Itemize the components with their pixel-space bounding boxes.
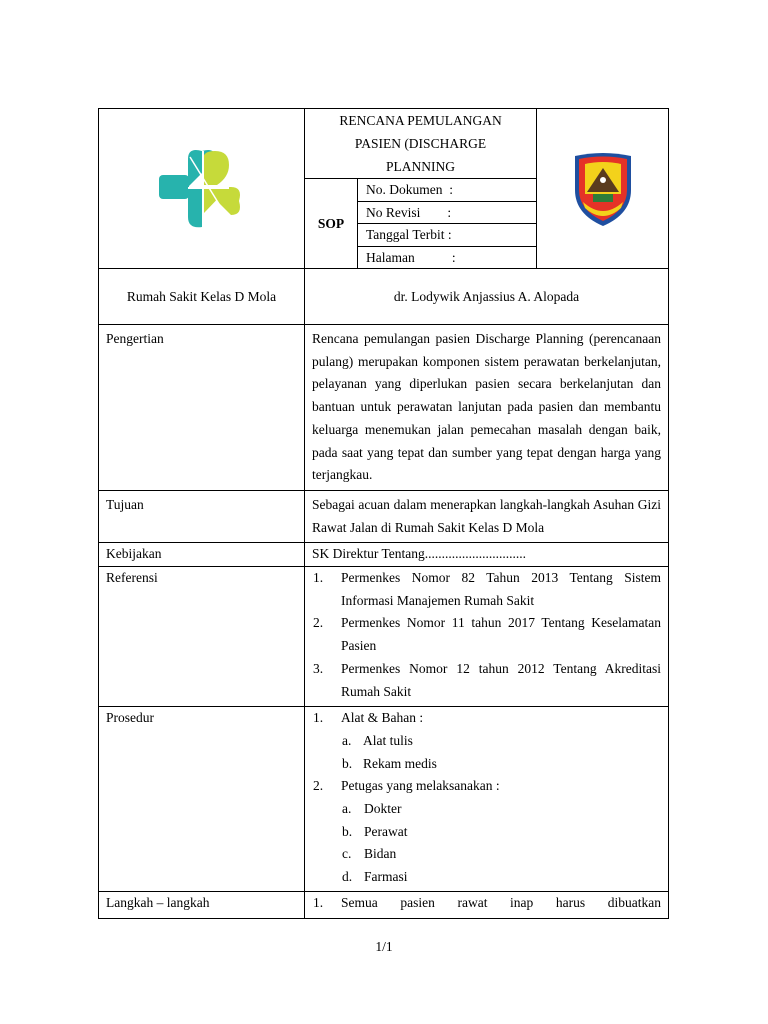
- subitem-letter: a.: [342, 732, 352, 748]
- kemenkes-logo-icon: [157, 147, 247, 231]
- subitem-letter: d.: [342, 869, 353, 885]
- item-text: Permenkes Nomor 82 Tahun 2013 Tentang Sistem Informasi Manajemen Rumah Sakit: [341, 570, 662, 608]
- item-text: Permenkes Nomor 11 tahun 2017 Tentang Keselamatan Pasien: [341, 615, 662, 654]
- subitem-letter: b.: [342, 755, 353, 771]
- kebijakan-label: Kebijakan: [99, 543, 305, 567]
- referensi-item: [312, 567, 661, 612]
- prosedur-subitem: [341, 843, 661, 866]
- subitem-text: Perawat: [364, 823, 408, 839]
- coat-of-arms-icon: [571, 150, 635, 228]
- item-number: 1.: [313, 710, 324, 726]
- signatory-name: dr. Lodywik Anjassius A. Alopada: [305, 269, 669, 325]
- item-number: 1.: [313, 894, 324, 910]
- subitem-letter: c.: [342, 846, 352, 862]
- item-text: Permenkes Nomor 12 tahun 2012 Tentang Akreditasi Rumah Sakit: [341, 660, 662, 699]
- subitem-text: Farmasi: [364, 869, 408, 885]
- prosedur-subitem: [341, 821, 661, 844]
- prosedur-subitem: [341, 798, 661, 821]
- right-logo-cell: [537, 109, 669, 269]
- item-text: Alat & Bahan :: [341, 710, 424, 726]
- referensi-label: Referensi: [99, 567, 305, 707]
- item-text: Semua pasien rawat inap harus dibuatkan: [341, 894, 662, 910]
- sop-table: [98, 108, 669, 919]
- title-line-1: RENCANA PEMULANGAN: [339, 113, 502, 128]
- meta-no-dokumen: No. Dokumen :: [358, 179, 537, 202]
- item-number: 1.: [313, 570, 324, 586]
- meta-halaman: Halaman :: [358, 246, 537, 269]
- item-number: 2.: [313, 615, 324, 631]
- subitem-text: Alat tulis: [363, 732, 413, 748]
- langkah-list: [305, 891, 669, 918]
- item-number: 2.: [313, 778, 324, 794]
- referensi-item: [312, 658, 661, 703]
- subitem-text: Dokter: [364, 801, 402, 817]
- subitem-text: Rekam medis: [363, 755, 437, 771]
- sop-label: SOP: [305, 179, 358, 269]
- prosedur-subitem: [341, 866, 661, 889]
- item-number: 3.: [313, 660, 324, 676]
- subitem-letter: a.: [342, 801, 352, 817]
- prosedur-list: [305, 707, 669, 892]
- subitem-letter: b.: [342, 823, 353, 839]
- prosedur-subitem: [341, 730, 661, 753]
- langkah-label: Langkah – langkah: [99, 891, 305, 918]
- left-logo-cell: [99, 109, 305, 269]
- prosedur-item: [312, 707, 661, 775]
- title-line-3: PLANNING: [386, 159, 455, 174]
- pengertian-label: Pengertian: [99, 325, 305, 491]
- prosedur-label: Prosedur: [99, 707, 305, 892]
- prosedur-subitem: [341, 753, 661, 776]
- item-text: Petugas yang melaksanakan :: [341, 778, 500, 794]
- prosedur-item: [312, 775, 661, 889]
- langkah-item: [312, 892, 661, 915]
- meta-tanggal-terbit: Tanggal Terbit :: [358, 224, 537, 247]
- referensi-list: [305, 567, 669, 707]
- kebijakan-text: SK Direktur Tentang..............................: [305, 543, 669, 567]
- title-line-2: PASIEN (DISCHARGE: [354, 136, 487, 151]
- tujuan-label: Tujuan: [99, 490, 305, 542]
- page-number: 1/1: [375, 939, 393, 954]
- pengertian-text: Rencana pemulangan pasien Discharge Planning (perencanaan pulang) merupakan komponen sistem perawatan berkelanjutan, pelayanan yang diperlukan pasien secara berkelanjutan dan bantuan untuk perawatan lanjutan pada pasien dan membantu keluarga menemukan jalan pemecahan masalah dengan baik, pada saat yang tepat dan sumber yang tepat dengan harga yang terjangkau.: [305, 325, 669, 491]
- referensi-item: [312, 612, 661, 657]
- meta-no-revisi: No Revisi :: [358, 201, 537, 224]
- document-title: [305, 109, 537, 179]
- tujuan-text: Sebagai acuan dalam menerapkan langkah-langkah Asuhan Gizi Rawat Jalan di Rumah Sakit Kelas D Mola: [305, 490, 669, 542]
- hospital-name: Rumah Sakit Kelas D Mola: [99, 269, 305, 325]
- subitem-text: Bidan: [364, 846, 397, 862]
